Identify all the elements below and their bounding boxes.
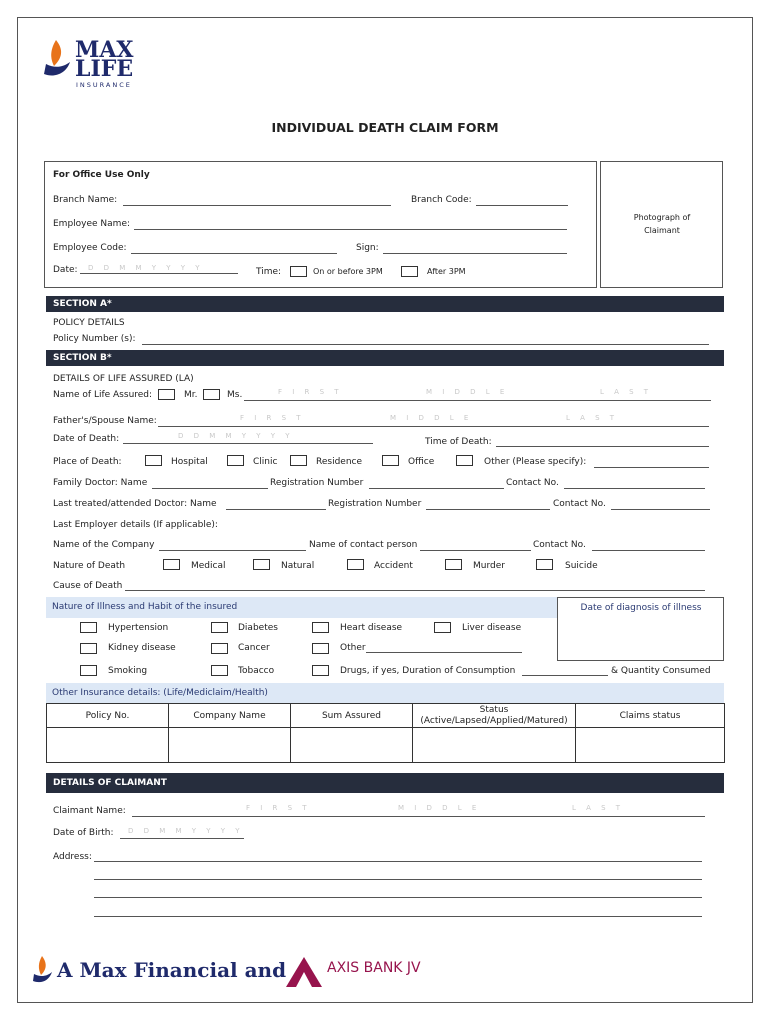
family-doctor-reg-field[interactable] (369, 488, 504, 489)
clinic-label: Clinic (253, 457, 278, 467)
flame-icon (40, 38, 74, 86)
col-claims-status: Claims status (576, 704, 725, 728)
other-insurance-table (46, 703, 725, 763)
father-spouse-field[interactable] (158, 426, 709, 427)
murder-checkbox[interactable] (445, 559, 462, 570)
tobacco-checkbox[interactable] (211, 665, 228, 676)
father-hint-first: F I R S T (240, 414, 305, 422)
dob-hint: D D M M Y Y Y Y (128, 827, 244, 835)
company-name-label: Name of the Company (53, 540, 155, 550)
other-place-label: Other (Please specify): (484, 457, 587, 467)
liver-disease-label: Liver disease (462, 623, 522, 633)
col-company-name: Company Name (169, 704, 291, 728)
mr-checkbox[interactable] (158, 389, 175, 400)
other-illness-field[interactable] (366, 652, 522, 653)
cancer-checkbox[interactable] (211, 643, 228, 654)
other-illness-checkbox[interactable] (312, 643, 329, 654)
claimant-bar: DETAILS OF CLAIMANT (46, 773, 724, 793)
name-la-hint-middle: M I D D L E (426, 388, 509, 396)
hypertension-label: Hypertension (108, 623, 169, 633)
residence-checkbox[interactable] (290, 455, 307, 466)
logo-insurance: INSURANCE (76, 81, 132, 89)
other-place-checkbox[interactable] (456, 455, 473, 466)
heart-disease-checkbox[interactable] (312, 622, 329, 633)
office-date-label: Date: (53, 265, 78, 275)
last-doctor-label: Last treated/attended Doctor: Name (53, 499, 217, 509)
cancer-label: Cancer (238, 643, 270, 653)
name-la-label: Name of Life Assured: (53, 390, 153, 400)
claimant-name-field[interactable] (132, 816, 705, 817)
illness-heading: Nature of Illness and Habit of the insured (46, 597, 724, 618)
ms-checkbox[interactable] (203, 389, 220, 400)
branch-code-field[interactable] (476, 205, 568, 206)
accident-checkbox[interactable] (347, 559, 364, 570)
name-la-hint-last: L A S T (600, 388, 653, 396)
family-doctor-contact-field[interactable] (564, 488, 705, 489)
employee-name-label: Employee Name: (53, 219, 131, 229)
other-place-field[interactable] (594, 467, 709, 468)
table-cell[interactable] (413, 728, 576, 763)
table-cell[interactable] (47, 728, 169, 763)
section-b-bar: SECTION B* (46, 350, 724, 366)
murder-label: Murder (473, 561, 505, 571)
diabetes-label: Diabetes (238, 623, 278, 633)
kidney-disease-label: Kidney disease (108, 643, 176, 653)
place-of-death-label: Place of Death: (53, 457, 122, 467)
drugs-duration-field[interactable] (522, 675, 608, 676)
time-label: Time: (256, 267, 282, 277)
diabetes-checkbox[interactable] (211, 622, 228, 633)
address-line-2[interactable] (94, 879, 702, 880)
father-hint-middle: M I D D L E (390, 414, 473, 422)
axis-bank-icon (284, 955, 324, 989)
nature-of-death-label: Nature of Death (53, 561, 126, 571)
time-of-death-label: Time of Death: (425, 437, 492, 447)
employee-code-field[interactable] (131, 253, 337, 254)
smoking-label: Smoking (108, 666, 148, 676)
address-line-1[interactable] (94, 861, 702, 862)
medical-label: Medical (191, 561, 226, 571)
date-of-death-hint: D D M M Y Y Y Y (178, 432, 294, 440)
cause-of-death-label: Cause of Death (53, 581, 123, 591)
heart-disease-label: Heart disease (340, 623, 403, 633)
hospital-label: Hospital (171, 457, 208, 467)
clinic-checkbox[interactable] (227, 455, 244, 466)
office-date-field[interactable] (80, 273, 238, 274)
col-status: Status (Active/Lapsed/Applied/Matured) (413, 704, 576, 728)
family-doctor-name-field[interactable] (152, 488, 268, 489)
employee-code-label: Employee Code: (53, 243, 127, 253)
office-use-heading: For Office Use Only (53, 170, 150, 180)
medical-checkbox[interactable] (163, 559, 180, 570)
mr-label: Mr. (184, 390, 198, 400)
table-cell[interactable] (576, 728, 725, 763)
policy-details-heading: POLICY DETAILS (53, 318, 125, 328)
table-header-row (47, 704, 725, 728)
before-3pm-checkbox[interactable] (290, 266, 307, 277)
natural-label: Natural (281, 561, 315, 571)
before-3pm-label: On or before 3PM (313, 267, 383, 276)
branch-code-label: Branch Code: (411, 195, 472, 205)
suicide-checkbox[interactable] (536, 559, 553, 570)
father-hint-last: L A S T (566, 414, 619, 422)
policy-number-field[interactable] (142, 344, 709, 345)
table-cell[interactable] (291, 728, 413, 763)
employee-name-field[interactable] (134, 229, 567, 230)
hypertension-checkbox[interactable] (80, 622, 97, 633)
claimant-hint-first: F I R S T (246, 804, 311, 812)
address-label: Address: (53, 852, 92, 862)
employer-contact-field[interactable] (592, 550, 705, 551)
last-employer-label: Last Employer details (If applicable): (53, 520, 218, 530)
diagnosis-date-label: Date of diagnosis of illness (580, 603, 702, 613)
time-of-death-field[interactable] (496, 446, 709, 447)
footer-partner: AXIS BANK JV (327, 960, 421, 976)
other-insurance-heading: Other Insurance details: (Life/Mediclaim/Health) (46, 683, 724, 703)
family-doctor-label: Family Doctor: Name (53, 478, 148, 488)
name-la-hint-first: F I R S T (278, 388, 343, 396)
details-la-heading: DETAILS OF LIFE ASSURED (LA) (53, 374, 194, 384)
col-policy-no: Policy No. (47, 704, 169, 728)
drugs-label: Drugs, if yes, Duration of Consumption (340, 666, 516, 676)
liver-disease-checkbox[interactable] (434, 622, 451, 633)
kidney-disease-checkbox[interactable] (80, 643, 97, 654)
office-date-hint: D D M M Y Y Y Y (88, 264, 204, 272)
family-doctor-reg-label: Registration Number (270, 478, 364, 488)
col-sum-assured: Sum Assured (291, 704, 413, 728)
date-of-death-field[interactable] (123, 443, 373, 444)
last-doctor-name-field[interactable] (226, 509, 326, 510)
suicide-label: Suicide (565, 561, 598, 571)
family-doctor-contact-label: Contact No. (506, 478, 559, 488)
natural-checkbox[interactable] (253, 559, 270, 570)
table-row (47, 728, 725, 763)
dob-field[interactable] (120, 838, 244, 839)
claimant-name-label: Claimant Name: (53, 806, 126, 816)
table-cell[interactable] (169, 728, 291, 763)
logo-life: LIFE (75, 56, 134, 82)
last-doctor-contact-label: Contact No. (553, 499, 606, 509)
smoking-checkbox[interactable] (80, 665, 97, 676)
office-label: Office (408, 457, 435, 467)
claimant-hint-middle: M I D D L E (398, 804, 481, 812)
logo-max: MAX (75, 37, 134, 63)
last-doctor-reg-label: Registration Number (328, 499, 422, 509)
cause-of-death-field[interactable] (125, 590, 705, 591)
after-3pm-label: After 3PM (427, 267, 466, 276)
residence-label: Residence (316, 457, 363, 467)
contact-person-label: Name of contact person (309, 540, 418, 550)
date-of-death-label: Date of Death: (53, 434, 120, 444)
section-a-bar: SECTION A* (46, 296, 724, 312)
footer-flame-icon (31, 955, 55, 989)
after-3pm-checkbox[interactable] (401, 266, 418, 277)
tobacco-label: Tobacco (238, 666, 275, 676)
hospital-checkbox[interactable] (145, 455, 162, 466)
name-la-field[interactable] (244, 400, 711, 401)
other-illness-label: Other (340, 643, 366, 653)
drugs-checkbox[interactable] (312, 665, 329, 676)
claimant-hint-last: L A S T (572, 804, 625, 812)
branch-name-field[interactable] (123, 205, 391, 206)
accident-label: Accident (374, 561, 413, 571)
father-spouse-label: Father's/Spouse Name: (53, 416, 157, 426)
last-doctor-reg-field[interactable] (426, 509, 550, 510)
form-title: INDIVIDUAL DEATH CLAIM FORM (271, 120, 499, 135)
office-checkbox[interactable] (382, 455, 399, 466)
address-line-4[interactable] (94, 916, 702, 917)
ms-label: Ms. (227, 390, 243, 400)
contact-person-field[interactable] (420, 550, 531, 551)
company-name-field[interactable] (159, 550, 306, 551)
policy-number-label: Policy Number (s): (53, 334, 136, 344)
employer-contact-label: Contact No. (533, 540, 586, 550)
footer-text: A Max Financial and (57, 958, 287, 982)
sign-label: Sign: (356, 243, 379, 253)
branch-name-label: Branch Name: (53, 195, 118, 205)
last-doctor-contact-field[interactable] (611, 509, 710, 510)
sign-field[interactable] (383, 253, 567, 254)
dob-label: Date of Birth: (53, 828, 114, 838)
address-line-3[interactable] (94, 897, 702, 898)
photo-label: Photograph of Claimant (633, 213, 691, 235)
quantity-consumed-label: & Quantity Consumed (611, 666, 711, 676)
